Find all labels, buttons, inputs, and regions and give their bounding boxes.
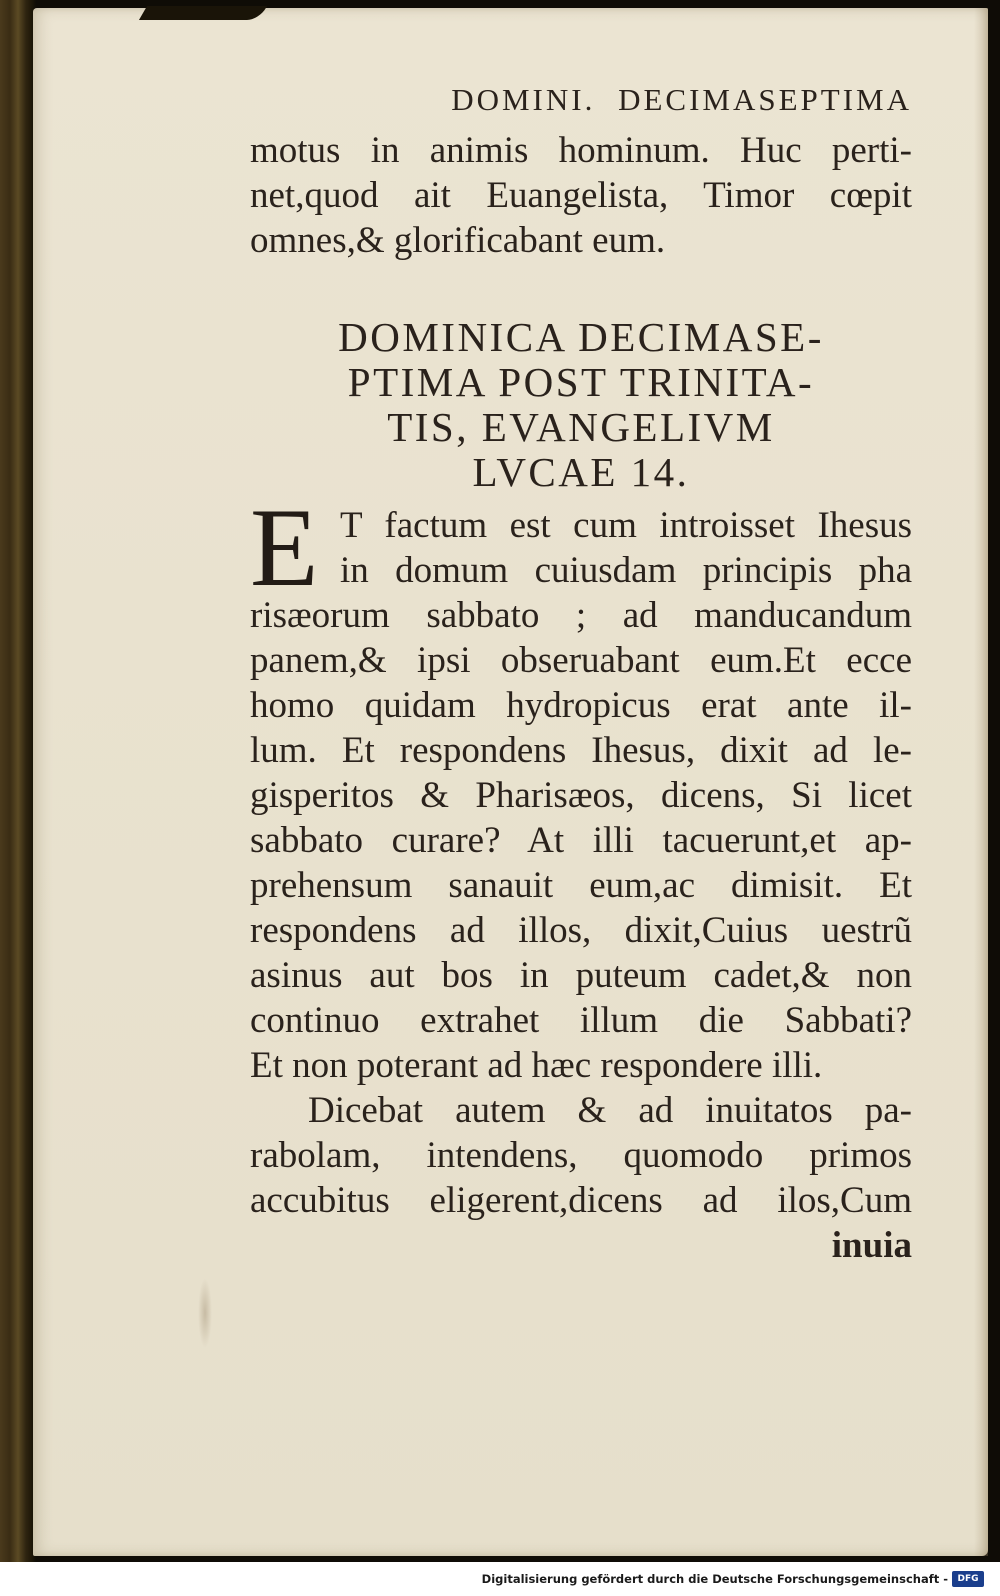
page-corner-damage bbox=[139, 6, 267, 20]
intro-line: net,quod ait Euangelista, Timor cœpit bbox=[250, 175, 912, 216]
gospel-line: risæorum sabbato ; ad manducandum bbox=[250, 595, 912, 636]
drop-cap: E bbox=[250, 486, 319, 610]
gospel-line: continuo extrahet illum die Sabbati? bbox=[250, 1000, 912, 1041]
heading-line: TIS, EVANGELIVM bbox=[387, 404, 775, 450]
page-edge-shadow bbox=[974, 8, 988, 1556]
gospel-line: lum. Et respondens Ihesus, dixit ad le‐ bbox=[250, 730, 912, 771]
running-head bbox=[250, 82, 912, 118]
heading-line: DOMINICA DECIMASE‐ bbox=[338, 314, 824, 360]
intro-line: omnes,& glorificabant eum. bbox=[250, 220, 666, 261]
gospel-line: gisperitos & Pharisæos, dicens, Si licet bbox=[250, 775, 912, 816]
gospel-line: homo quidam hydropicus erat ante il‐ bbox=[250, 685, 912, 726]
gospel-text bbox=[250, 486, 912, 1268]
intro-paragraph bbox=[250, 128, 912, 263]
dfg-logo[interactable]: DFG bbox=[952, 1571, 984, 1587]
section-heading bbox=[250, 315, 912, 495]
gospel-line: T factum est cum introisset Ihesus bbox=[340, 505, 912, 546]
gospel-line: Dicebat autem & ad inuitatos pa‐ bbox=[308, 1090, 912, 1131]
gospel-line: accubitus eligerent,dicens ad ilos,Cum bbox=[250, 1180, 912, 1221]
ink-smudge bbox=[198, 1278, 212, 1348]
catchword: inuia bbox=[831, 1225, 912, 1266]
funding-credit: Digitalisierung gefördert durch die Deutsche Forschungsgemeinschaft - bbox=[481, 1572, 948, 1586]
gospel-line: rabolam, intendens, quomodo primos bbox=[250, 1135, 912, 1176]
gospel-line: respondens ad illos, dixit,Cuius uestrũ bbox=[250, 910, 912, 951]
digitization-footer bbox=[0, 1562, 1000, 1596]
intro-line: motus in animis hominum. Huc perti‐ bbox=[250, 130, 912, 171]
gospel-line: Et non poterant ad hæc respondere illi. bbox=[250, 1045, 823, 1086]
running-head-right: DECIMASEPTIMA bbox=[618, 82, 912, 117]
text-block bbox=[250, 82, 912, 1268]
heading-line: PTIMA POST TRINITA‐ bbox=[347, 359, 815, 405]
heading-line: LVCAE 14. bbox=[472, 449, 690, 495]
running-head-left: DOMINI. bbox=[451, 82, 596, 117]
gospel-line: prehensum sanauit eum,ac dimisit. Et bbox=[250, 865, 912, 906]
gospel-line: in domum cuiusdam principis pha bbox=[340, 550, 912, 591]
gospel-line: sabbato curare? At illi tacuerunt,et ap‐ bbox=[250, 820, 912, 861]
gospel-line: panem,& ipsi obseruabant eum.Et ecce bbox=[250, 640, 912, 681]
gospel-line: asinus aut bos in puteum cadet,& non bbox=[250, 955, 912, 996]
